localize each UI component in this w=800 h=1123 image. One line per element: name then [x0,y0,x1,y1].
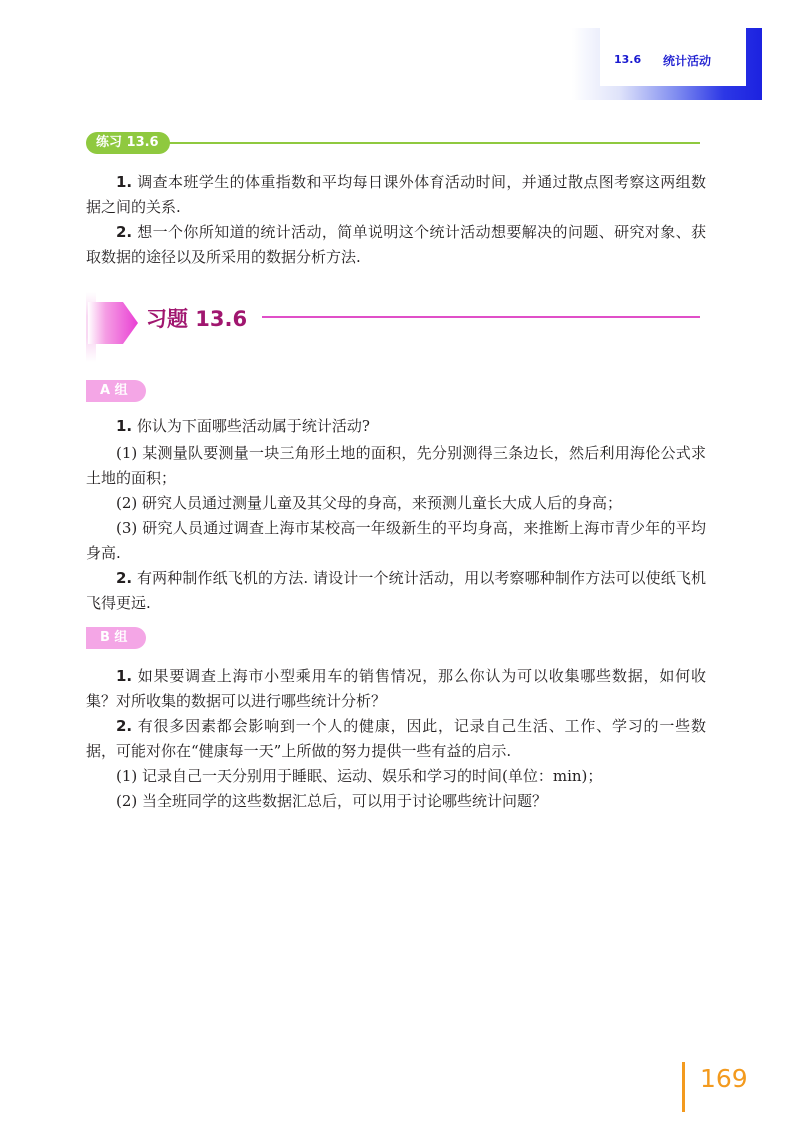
item-number: 1. [116,173,133,191]
heading-arrow-icon [88,302,138,344]
problems-divider [262,316,700,318]
item-text: 调查本班学生的体重指数和平均每日课外体育活动时间，并通过散点图考察这两组数据之间的关系. [86,173,706,216]
section-title: 统计活动 [663,54,712,68]
question-text: 如果要调查上海市小型乘用车的销售情况，那么你认为可以收集哪些数据，如何收集？对所收集的数据可以进行哪些统计分析？ [86,667,706,710]
question-text: 有很多因素都会影响到一个人的健康，因此，记录自己生活、工作、学习的一些数据，可能对你在“健康每一天”上所做的努力提供一些有益的启示. [86,717,706,760]
group-b-question-2 [86,714,706,764]
item-text: 想一个你所知道的统计活动，简单说明这个统计活动想要解决的问题、研究对象、获取数据的途径以及所采用的数据分析方法. [86,223,706,266]
page-number-bar [682,1062,685,1112]
page-number: 169 [700,1064,748,1093]
question-number: 2. [116,569,133,587]
group-a-q1-option-1: (1) 某测量队要测量一块三角形土地的面积，先分别测得三条边长，然后利用海伦公式求土地的面积； [86,444,706,487]
group-a-question-2 [86,566,706,616]
group-a-tag: A 组 [86,380,146,402]
exercise-item-2 [86,220,706,270]
group-b-tag: B 组 [86,627,146,649]
group-b-q2-option-1: (1) 记录自己一天分别用于睡眠、运动、娱乐和学习的时间(单位：min)； [116,767,603,785]
chapter-header-label-box [600,28,746,86]
exercise-heading [86,132,700,154]
group-a-q1-option-2: (2) 研究人员通过测量儿童及其父母的身高，来预测儿童长大成人后的身高； [116,494,623,512]
group-a-question-1 [86,414,706,439]
group-b-q2-option-2: (2) 当全班同学的这些数据汇总后，可以用于讨论哪些统计问题？ [116,792,548,810]
question-number: 2. [116,717,133,735]
group-a-q1-option-3: (3) 研究人员通过调查上海市某校高一年级新生的平均身高，来推断上海市青少年的平均身高. [86,519,706,562]
problems-heading [86,292,700,362]
chapter-header-tab [572,28,762,100]
exercise-divider [166,142,700,144]
section-number: 13.6 [614,53,642,66]
exercise-tag: 练习 13.6 [86,132,170,154]
question-text: 有两种制作纸飞机的方法. 请设计一个统计活动，用以考察哪种制作方法可以使纸飞机飞得更远. [86,569,706,612]
problems-title: 习题 13.6 [146,307,248,331]
question-number: 1. [116,667,133,685]
question-text: 你认为下面哪些活动属于统计活动? [136,417,370,435]
question-number: 1. [116,417,133,435]
group-b-question-1 [86,664,706,714]
item-number: 2. [116,223,133,241]
exercise-item-1 [86,170,706,220]
